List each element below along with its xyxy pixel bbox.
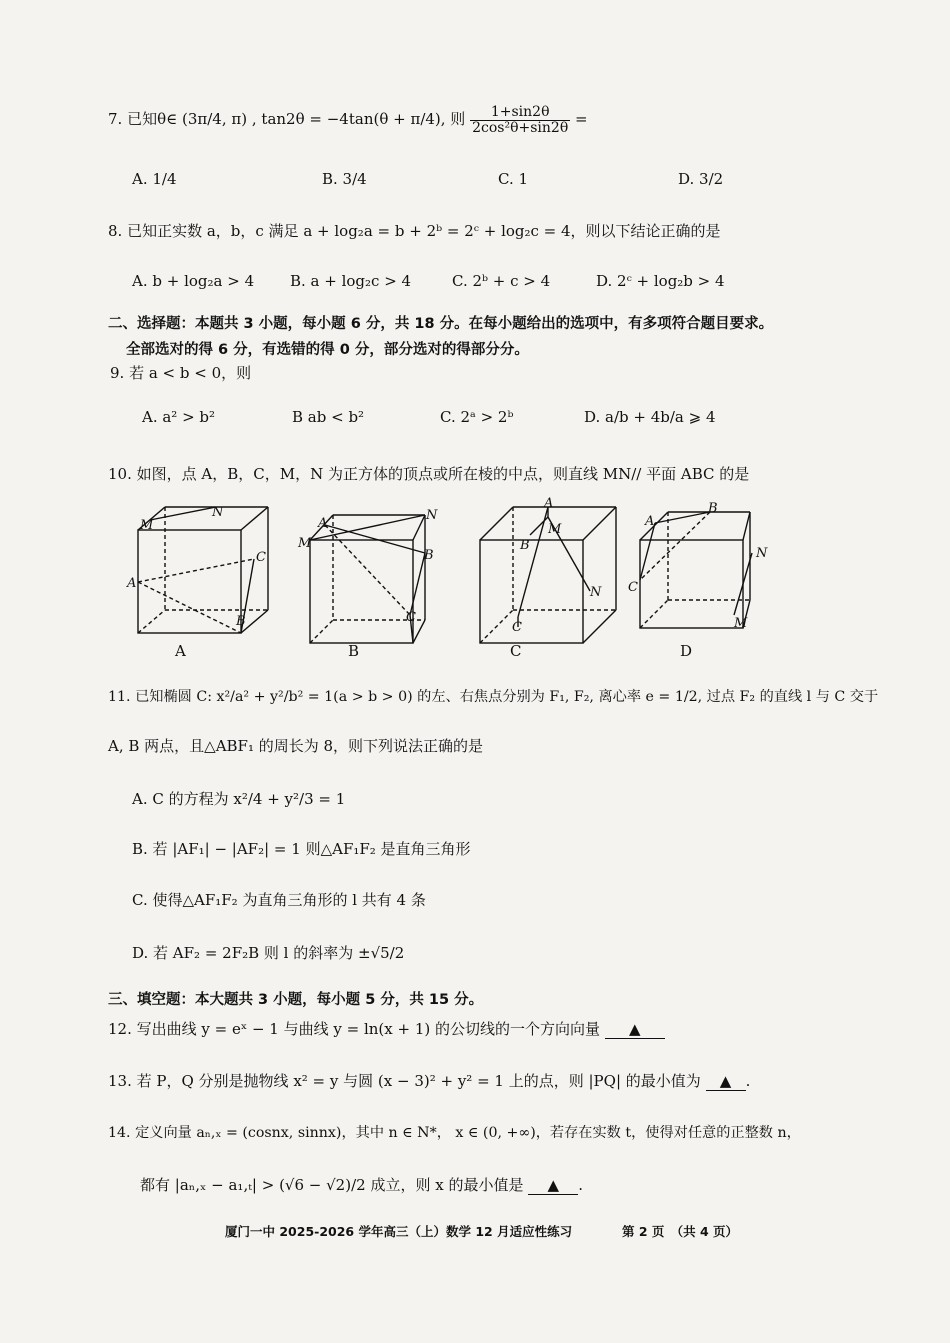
q7-equals: = — [575, 110, 588, 129]
q8-option-d: D. 2ᶜ + log₂b > 4 — [596, 272, 725, 290]
section-2-note: 全部选对的得 6 分，有选错的得 0 分，部分选对的得部分分。 — [126, 342, 529, 358]
question-14-line2 — [140, 1174, 583, 1195]
q11-option-b: B. 若 |AF₁| − |AF₂| = 1 则△AF₁F₂ 是直角三角形 — [132, 840, 471, 858]
cube-c-label-m: M — [548, 522, 562, 537]
q7-condition: , tan2θ = −4tan(θ + π/4), 则 — [251, 110, 466, 129]
footer-page-number: 第 2 页 （共 4 页） — [622, 1224, 739, 1239]
cube-d-label-a: A — [645, 514, 655, 529]
q14-answer-blank — [528, 1176, 578, 1195]
cube-d-label-b: B — [708, 501, 718, 516]
cube-b-label-m: M — [298, 536, 312, 551]
figure-label-d: D — [680, 642, 693, 660]
cube-d-label-c: C — [628, 580, 638, 595]
footer-title: 厦门一中 2025-2026 学年高三（上）数学 12 月适应性练习 — [225, 1224, 573, 1239]
q7-expr-denominator: 2cos²θ+sin2θ — [472, 119, 569, 136]
cube-a-label-a: A — [127, 576, 137, 591]
question-7 — [108, 105, 588, 135]
cube-c-label-c: C — [512, 620, 522, 635]
q7-option-c: C. 1 — [498, 170, 529, 188]
cube-a-label-b: B — [236, 614, 246, 629]
figure-label-a: A — [175, 642, 186, 660]
cube-d — [640, 512, 752, 628]
cube-c-label-b: B — [520, 538, 530, 553]
q7-interval: (3π/4, π) — [182, 110, 248, 129]
q7-expr-numerator: 1+sin2θ — [470, 105, 570, 121]
q12-blank-marker: ▲ — [629, 1020, 641, 1038]
q8-option-a: A. b + log₂a > 4 — [132, 272, 255, 290]
cube-b-label-c: C — [406, 610, 416, 625]
cube-b-label-b: B — [424, 548, 434, 563]
section-2-heading: 二、选择题：本题共 3 小题，每小题 6 分，共 18 分。在每小题给出的选项中，有多项符合题目要求。 — [108, 316, 774, 332]
q12-answer-blank — [605, 1020, 665, 1039]
cube-figures — [120, 495, 820, 665]
q9-option-d: D. a/b + 4b/a ⩾ 4 — [584, 408, 716, 426]
q11-option-c: C. 使得△AF₁F₂ 为直角三角形的 l 共有 4 条 — [132, 891, 426, 909]
q8-option-b: B. a + log₂c > 4 — [290, 272, 412, 290]
question-14-line1: 14. 定义向量 aₙ,ₓ = (cosnx, sinnx)，其中 n ∈ N*， x ∈ (0, +∞)，若存在实数 t，使得对任意的正整数 n， — [108, 1125, 801, 1141]
q12-stem: 12. 写出曲线 y = eˣ − 1 与曲线 y = ln(x + 1) 的公切线的一个方向向量 — [108, 1020, 601, 1038]
cube-a-label-c: C — [256, 550, 266, 565]
cube-a — [138, 507, 268, 633]
q11-option-d: D. 若 AF₂ = 2F₂B 则 l 的斜率为 ±√5/2 — [132, 944, 405, 962]
cube-a-label-n: N — [212, 505, 224, 520]
q7-prefix: 7. 已知θ∈ — [108, 110, 178, 129]
q11-option-a: A. C 的方程为 x²/4 + y²/3 = 1 — [132, 790, 346, 808]
cube-d-label-m: M — [734, 616, 748, 631]
q14-tail: . — [578, 1176, 584, 1194]
question-8: 8. 已知正实数 a，b，c 满足 a + log₂a = b + 2ᵇ = 2ᶜ + log₂c = 4，则以下结论正确的是 — [108, 222, 721, 240]
figure-label-c: C — [510, 642, 522, 660]
figure-label-b: B — [348, 642, 360, 660]
q9-option-a: A. a² > b² — [142, 408, 216, 426]
q9-option-b: B ab < b² — [292, 408, 365, 426]
q13-answer-blank — [706, 1072, 746, 1091]
question-11-line2: A, B 两点，且△ABF₁ 的周长为 8，则下列说法正确的是 — [108, 737, 484, 755]
section-3-heading: 三、填空题：本大题共 3 小题，每小题 5 分，共 15 分。 — [108, 992, 484, 1008]
cube-b-label-n: N — [426, 508, 438, 523]
q7-option-a: A. 1/4 — [132, 170, 177, 188]
cube-c-label-a: A — [544, 496, 554, 511]
q13-stem: 13. 若 P，Q 分别是抛物线 x² = y 与圆 (x − 3)² + y² = 1 上的点，则 |PQ| 的最小值为 — [108, 1072, 701, 1090]
q8-option-c: C. 2ᵇ + c > 4 — [452, 272, 551, 290]
q9-option-c: C. 2ᵃ > 2ᵇ — [440, 408, 514, 426]
question-12 — [108, 1018, 665, 1039]
question-11-line1: 11. 已知椭圆 C: x²/a² + y²/b² = 1(a > b > 0) 的左、右焦点分别为 F₁, F₂, 离心率 e = 1/2, 过点 F₂ 的直线 l 与 C 交于 — [108, 689, 879, 705]
q7-expression — [470, 105, 570, 135]
cube-b-label-a: A — [318, 516, 328, 531]
cube-d-label-n: N — [756, 546, 768, 561]
cube-c-label-n: N — [590, 585, 602, 600]
question-10: 10. 如图，点 A，B，C，M，N 为正方体的顶点或所在棱的中点，则直线 MN// 平面 ABC 的是 — [108, 465, 750, 483]
q13-blank-marker: ▲ — [719, 1072, 732, 1090]
question-13 — [108, 1070, 750, 1091]
q7-option-d: D. 3/2 — [678, 170, 724, 188]
q14-stem2: 都有 |aₙ,ₓ − a₁,ₜ| > (√6 − √2)/2 成立，则 x 的最小值是 — [140, 1176, 524, 1194]
q13-tail: . — [745, 1072, 751, 1090]
q7-option-b: B. 3/4 — [322, 170, 367, 188]
question-9: 9. 若 a < b < 0，则 — [110, 364, 252, 382]
q14-blank-marker: ▲ — [547, 1176, 559, 1194]
cube-a-label-m: M — [140, 518, 154, 533]
